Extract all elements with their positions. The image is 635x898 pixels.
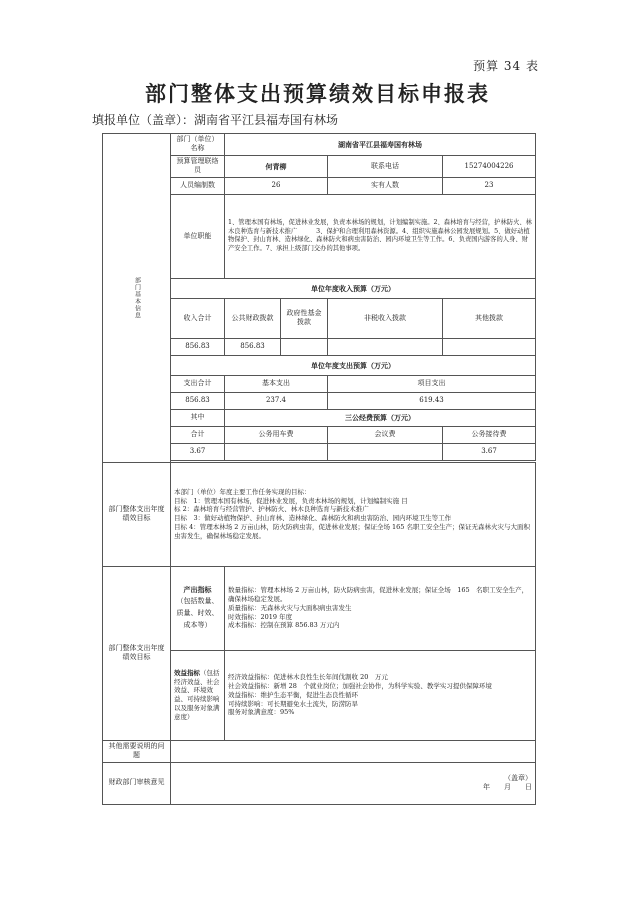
output-indicator-sub: （包括数量、质量、时效、成本等）	[176, 597, 219, 630]
income-section-title: 单位年度收入预算（万元）	[171, 278, 536, 298]
dept-name-label: 部门（单位）名称	[171, 134, 225, 156]
three-sum-header: 合计	[171, 426, 225, 443]
phone-label: 联系电话	[328, 155, 443, 177]
actual-staff-label: 实有人数	[328, 177, 443, 194]
dept-name-value: 湖南省平江县福寿国有林场	[225, 134, 536, 156]
expense-section-title: 单位年度支出预算（万元）	[171, 355, 536, 375]
expense-total-header: 支出合计	[171, 375, 225, 392]
income-total-value: 856.83	[171, 338, 225, 355]
three-sum-value: 3.67	[171, 443, 225, 460]
output-indicator-text: 数量指标：管理本林场 2 万亩山林，防火防病虫害，促进林业发展；保证全场 165 名职工安全生产，确保林场稳定发展。 质量指标：无森林火灾与大面积病虫害发生 时效指标：2019 年度 成本指标：控制在预算 856.83 万元内	[225, 566, 536, 650]
staff-quota-value: 26	[225, 177, 328, 194]
phone-value: 15274004226	[443, 155, 536, 177]
other-income-header: 其他拨款	[443, 298, 536, 338]
nontax-value	[328, 338, 443, 355]
reception-fee-header: 公务接待费	[443, 426, 536, 443]
output-indicator-title: 产出指标	[183, 585, 212, 595]
benefit-indicator-sub: （包括经济效益、社会效益、环境效益、可持续影响以及服务对象满意度）	[174, 668, 220, 721]
page-title: 部门整体支出预算绩效目标申报表	[145, 81, 490, 106]
public-fund-value: 856.83	[225, 338, 281, 355]
goal-text: 本部门（单位）年度主要工作任务实现的目标： 目标 1：管理本国有林场，促进林业发展，负责本林场的规划，计划编制实施 目 标 2：森林培育与经营管护、护林防火、林木良种选育与新技术推广 目标 3：做好动植物保护、封山育林、造林绿化、森林防火和病虫害防治、园内环境卫生等工作 目标 4：管理本林场 2 万亩山林，防火防病虫害，促进林业发展；保证全场 165 名职工安全生产；保证无森林火灾与大面积虫害发生，确保林场稳定发展。	[171, 462, 536, 566]
basic-expense-value: 237.4	[225, 392, 328, 409]
income-total-header: 收入合计	[171, 298, 225, 338]
three-public-title: 三公经费预算（万元）	[225, 409, 536, 426]
meeting-fee-header: 会议费	[328, 426, 443, 443]
contact-value: 何青柳	[225, 155, 328, 177]
benefit-indicator-text: 经济效益指标：促进林木良性生长年间伐割收 20 万元 社会效益指标：新增 28 个就业岗位；加强社会协作，为科学实验、教学实习提供保障环境 效益指标：维护生态平衡，促进生态良性循环 可持续影响：可长期避免水土流失，防涝防旱 服务对象满意度：95%	[225, 650, 536, 740]
among-label: 其中	[171, 409, 225, 426]
staff-quota-label: 人员编制数	[171, 177, 225, 194]
duty-label: 单位职能	[171, 194, 225, 278]
duty-text: 1、管理本国有林场，促进林业发展，负责本林场的规划，计划编制实施。2、森林培育与经营，护林防火、林木良种选育与新技术推广 3、保护和合理利用森林资源。4、组织实施森林公园发展规划。5、做好动植物保护、封山育林、造林绿化、森林防火和病虫害防治、园内环境卫生等工作。6、负责国内游客的人身、财产安全工作。7、承担上级部门交办的其他事项。	[225, 194, 536, 278]
review-date: 年 月 日	[483, 783, 532, 792]
filling-unit: 填报单位（盖章）：湖南省平江县福寿国有林场	[92, 113, 339, 127]
meeting-fee-value	[328, 443, 443, 460]
benefit-indicator-title: 效益指标	[174, 668, 200, 677]
goal-label: 部门整体支出年度绩效目标	[103, 462, 171, 566]
finance-review-label: 财政部门审核意见	[103, 762, 171, 804]
basic-expense-header: 基本支出	[225, 375, 328, 392]
reception-fee-value: 3.67	[443, 443, 536, 460]
contact-label: 预算管理联络员	[171, 155, 225, 177]
project-expense-header: 项目支出	[328, 375, 536, 392]
project-expense-value: 619.43	[328, 392, 536, 409]
basic-info-label: 部门基本信息	[133, 276, 141, 319]
budget-form-table	[102, 133, 536, 805]
expense-total-value: 856.83	[171, 392, 225, 409]
seal-mark: （盖章）	[504, 773, 532, 782]
basic-info-section	[103, 134, 171, 463]
budget-number: 预算 34 表	[473, 59, 539, 73]
other-issues-value	[171, 740, 536, 762]
gov-fund-header: 政府性基金拨款	[281, 298, 328, 338]
other-income-value	[443, 338, 536, 355]
car-fee-value	[225, 443, 328, 460]
gov-fund-value	[281, 338, 328, 355]
nontax-header: 非税收入拨款	[328, 298, 443, 338]
indicator-label: 部门整体支出年度绩效目标	[103, 566, 171, 740]
public-fund-header: 公共财政拨款	[225, 298, 281, 338]
car-fee-header: 公务用车费	[225, 426, 328, 443]
other-issues-label: 其他需要说明的问题	[103, 740, 171, 762]
actual-staff-value: 23	[443, 177, 536, 194]
